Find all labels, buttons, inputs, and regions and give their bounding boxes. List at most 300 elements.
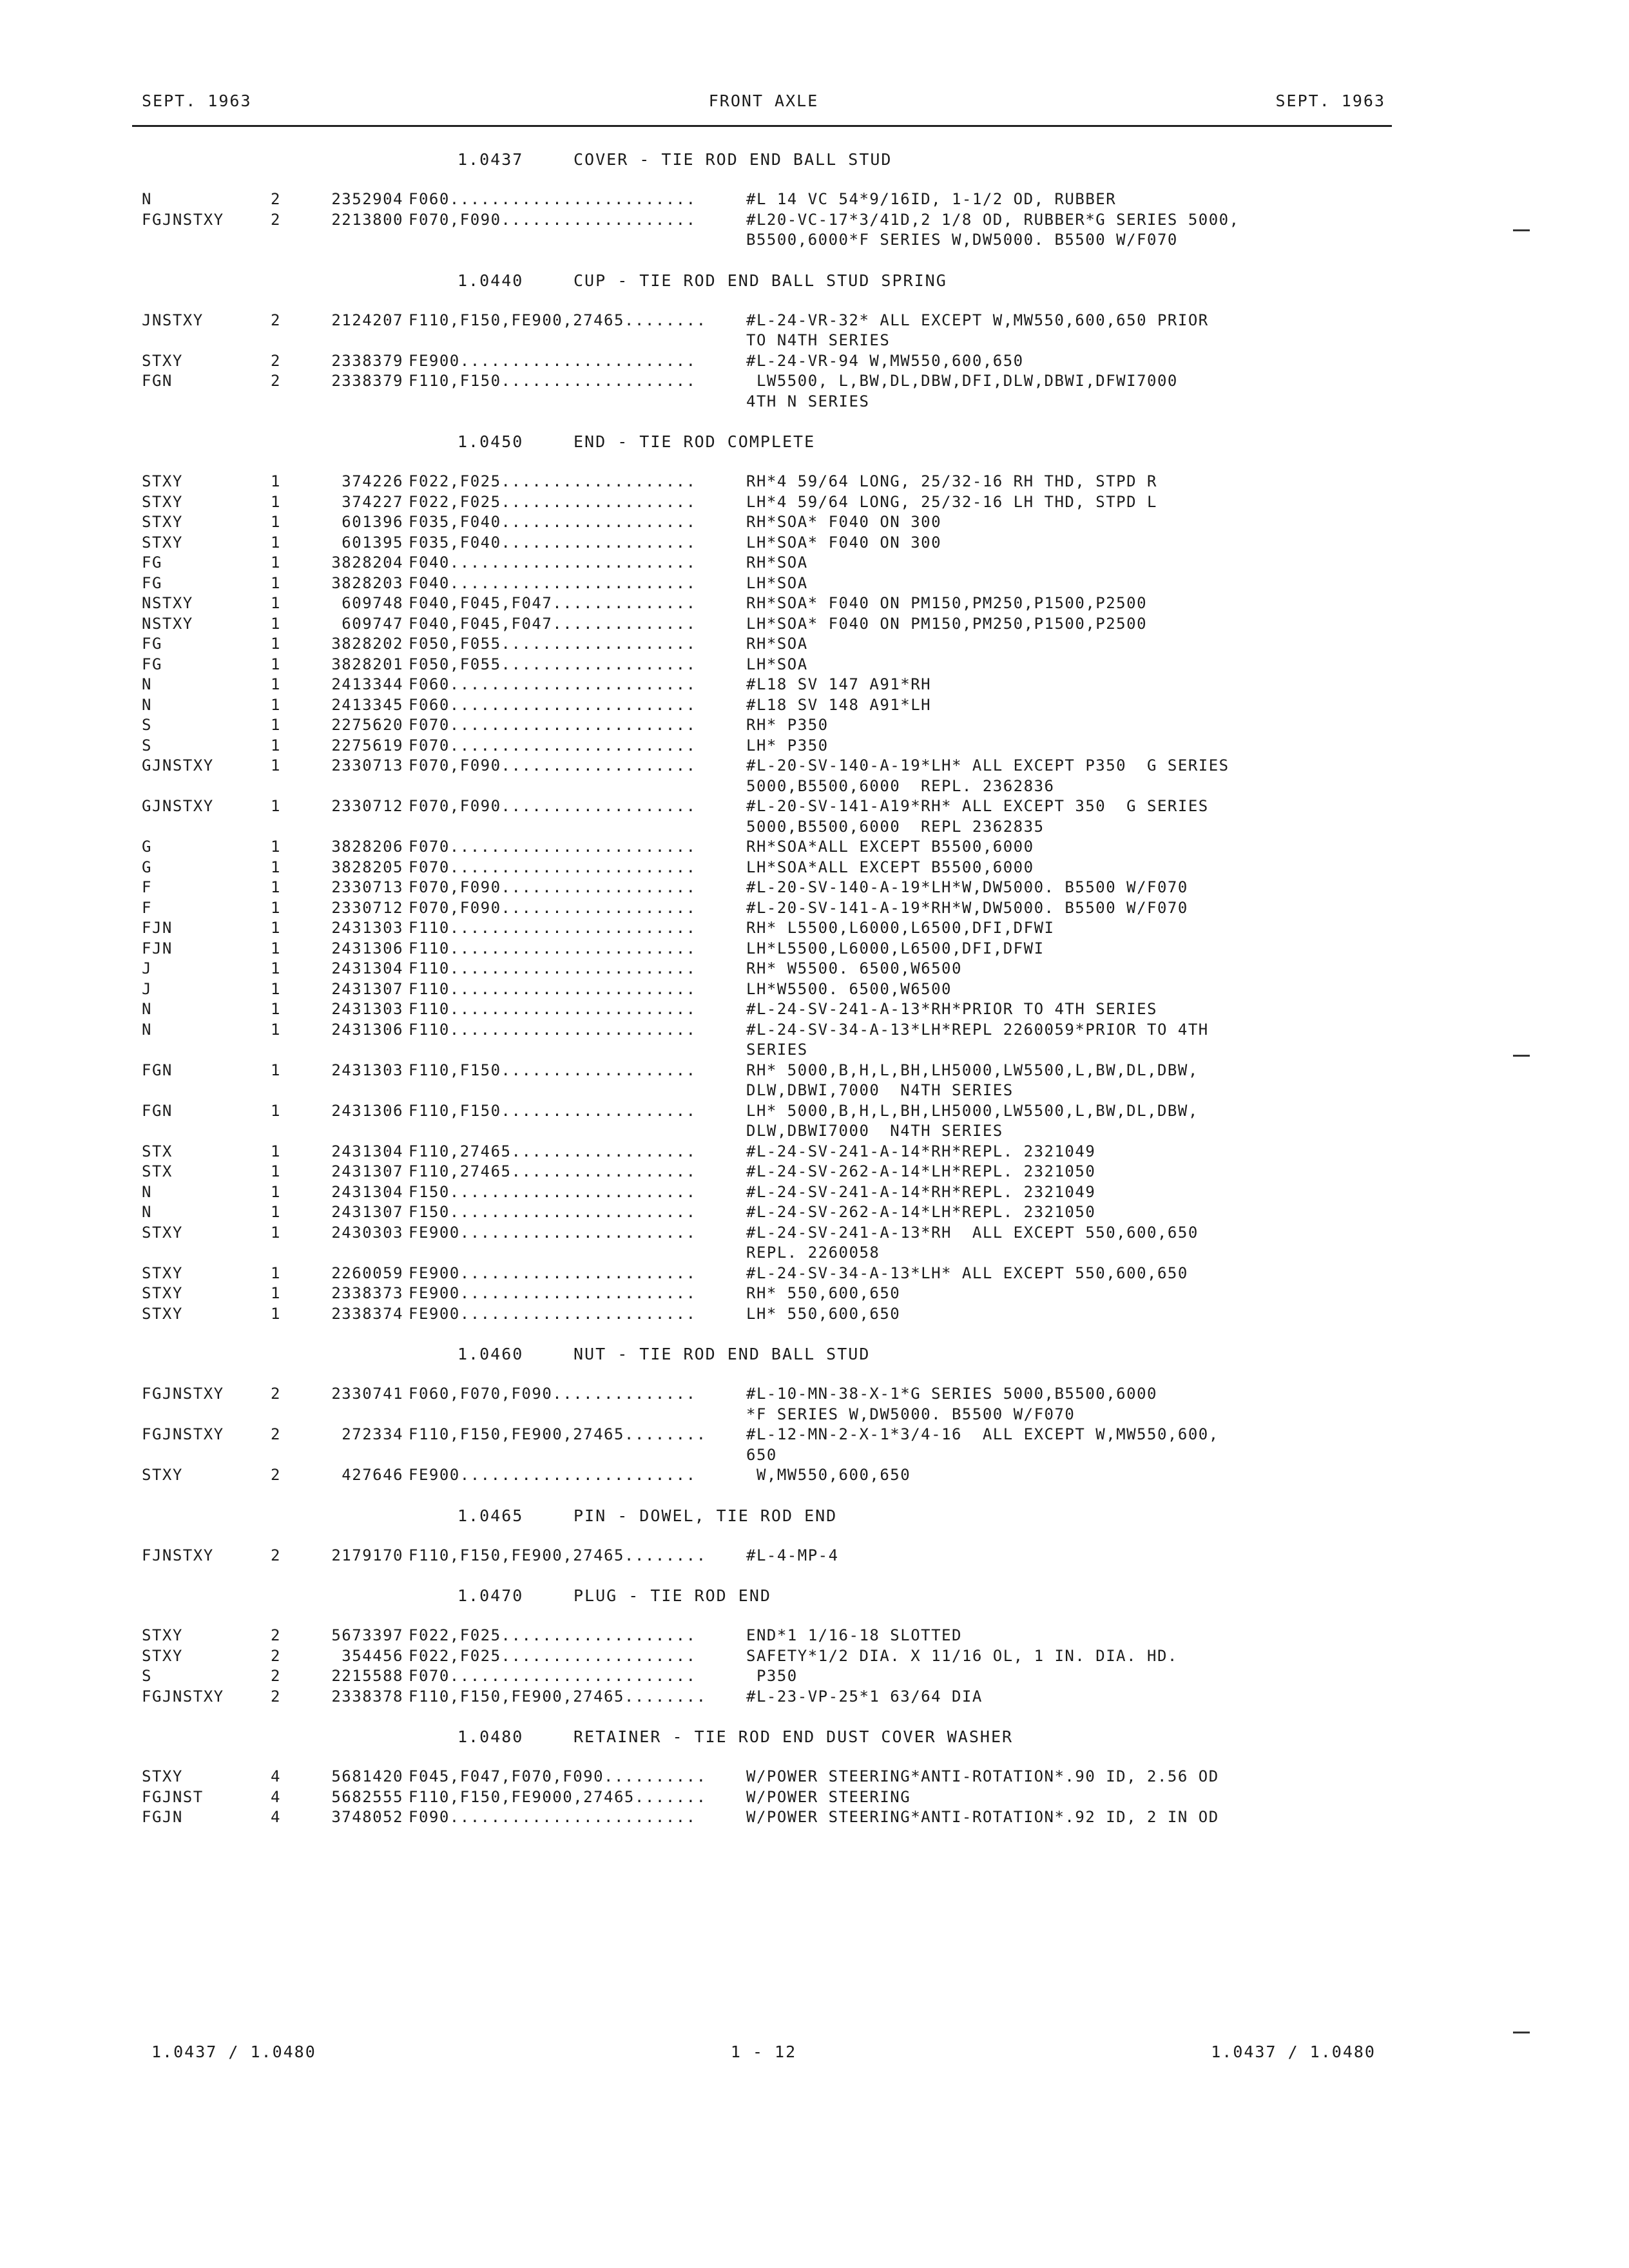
applicability: F110........................ [409,979,697,998]
description: #L-24-SV-241-A-13*RH*PRIOR TO 4TH SERIES [746,1000,1157,1018]
part-row [142,939,1366,959]
part-number: 2330713 [331,878,403,896]
part-number: 2431307 [331,979,403,998]
description: #L18 SV 147 A91*RH [746,675,932,693]
description: LW5500, L,BW,DL,DBW,DFI,DLW,DBWI,DFWI7000 4TH N SERIES [746,372,1178,410]
quantity: 2 [271,1546,281,1564]
part-row [142,1687,1366,1707]
applicability: F070,F090................... [409,756,697,774]
part-number: 2338374 [331,1304,403,1323]
section-heading [142,149,1366,169]
applicability: F022,F025................... [409,1646,697,1665]
description: #L-10-MN-38-X-1*G SERIES 5000,B5500,6000 *F SERIES W,DW5000. B5500 W/F070 [746,1385,1157,1423]
part-number: 3828203 [331,573,403,592]
quantity: 1 [271,898,281,917]
part-number: 2431304 [331,959,403,977]
quantity: 2 [271,311,281,329]
part-row [142,1626,1366,1646]
part-number: 2431306 [331,1101,403,1120]
model-code: N [142,675,152,693]
description: #L-24-VR-32* ALL EXCEPT W,MW550,600,650 PRIOR TO N4TH SERIES [746,311,1209,349]
applicability: F040,F045,F047.............. [409,614,697,633]
quantity: 1 [271,1142,281,1160]
part-row [142,1202,1366,1223]
description: RH*SOA* F040 ON PM150,PM250,P1500,P2500 [746,594,1148,612]
part-row [142,1283,1366,1304]
model-code: S [142,1667,152,1685]
description: RH*SOA*ALL EXCEPT B5500,6000 [746,838,1034,856]
model-code: STXY [142,351,183,370]
description: #L-24-VR-94 W,MW550,600,650 [746,351,1024,370]
quantity: 1 [271,573,281,592]
part-number: 2431303 [331,1000,403,1018]
description: #L-24-SV-34-A-13*LH* ALL EXCEPT 550,600,650 [746,1264,1188,1282]
part-row [142,311,1366,351]
part-row [142,593,1366,614]
description: W/POWER STEERING [746,1787,911,1806]
applicability: F110,F150,FE900,27465........ [409,1425,707,1443]
applicability: F070,F090................... [409,210,697,229]
section-heading [142,1586,1366,1606]
applicability: F110,F150................... [409,1061,697,1079]
model-code: N [142,1000,152,1018]
page-footer [151,2042,1376,2068]
quantity: 2 [271,1667,281,1685]
description: W/POWER STEERING*ANTI-ROTATION*.92 ID, 2 IN OD [746,1808,1219,1826]
part-row [142,999,1366,1020]
part-number: 2338379 [331,351,403,370]
applicability: F022,F025................... [409,472,697,490]
part-row [142,675,1366,695]
part-row [142,1223,1366,1264]
part-row [142,858,1366,878]
description: #L-24-SV-241-A-14*RH*REPL. 2321049 [746,1182,1096,1201]
applicability: FE900....................... [409,1304,697,1323]
applicability: F090........................ [409,1808,697,1826]
applicability: F070........................ [409,1667,697,1685]
description: LH* 5000,B,H,L,BH,LH5000,LW5500,L,BW,DL,DBW, DLW,DBWI7000 N4TH SERIES [746,1101,1199,1140]
quantity: 2 [271,1466,281,1484]
part-row [142,837,1366,858]
section-title: PIN - DOWEL, TIE ROD END [574,1506,838,1525]
description: LH*SOA [746,573,808,592]
description: RH*SOA* F040 ON 300 [746,513,942,531]
model-code: G [142,858,152,876]
section-gap [142,1486,1366,1506]
applicability: F050,F055................... [409,635,697,653]
description: LH*SOA* F040 ON 300 [746,533,942,552]
section-number: 1.0460 [458,1345,524,1363]
part-row [142,472,1366,492]
part-row [142,614,1366,635]
part-number: 601395 [342,533,403,552]
quantity: 1 [271,472,281,490]
part-row [142,1767,1366,1787]
quantity: 1 [271,858,281,876]
part-row [142,1142,1366,1162]
quantity: 1 [271,695,281,714]
quantity: 1 [271,675,281,693]
applicability: F045,F047,F070,F090.......... [409,1767,707,1785]
quantity: 1 [271,1203,281,1221]
part-number: 2431303 [331,919,403,937]
part-row [142,1304,1366,1325]
applicability: F150........................ [409,1203,697,1221]
quantity: 1 [271,1000,281,1018]
part-number: 2431307 [331,1203,403,1221]
model-code: STXY [142,533,183,552]
part-number: 2431306 [331,1020,403,1039]
model-code: N [142,1182,152,1201]
model-code: STXY [142,1466,183,1484]
section-gap [142,412,1366,432]
part-number: 2179170 [331,1546,403,1564]
section-title: PLUG - TIE ROD END [574,1586,771,1605]
model-code: FGN [142,372,173,390]
quantity: 1 [271,655,281,673]
applicability: F040........................ [409,573,697,592]
description: RH*SOA [746,635,808,653]
section-title: RETAINER - TIE ROD END DUST COVER WASHER [574,1727,1014,1746]
applicability: F070........................ [409,716,697,734]
part-row [142,878,1366,898]
description: RH* W5500. 6500,W6500 [746,959,962,977]
section-title: COVER - TIE ROD END BALL STUD [574,150,892,169]
parts-list [142,149,1366,1828]
description: LH* P350 [746,736,829,754]
part-number: 601396 [342,513,403,531]
section-number: 1.0465 [458,1506,524,1525]
quantity: 1 [271,919,281,937]
quantity: 4 [271,1808,281,1826]
footer-range-left: 1.0437 / 1.0480 [151,2042,316,2061]
part-number: 2413345 [331,695,403,714]
section-title: END - TIE ROD COMPLETE [574,432,816,451]
applicability: F040........................ [409,553,697,572]
description: LH*W5500. 6500,W6500 [746,979,952,998]
part-number: 5682555 [331,1787,403,1806]
section-heading [142,432,1366,452]
part-row [142,1061,1366,1101]
part-number: 5673397 [331,1626,403,1644]
applicability: F110........................ [409,939,697,957]
model-code: STXY [142,1264,183,1282]
model-code: FGJNST [142,1787,204,1806]
description: LH*SOA*ALL EXCEPT B5500,6000 [746,858,1034,876]
part-number: 2275619 [331,736,403,754]
model-code: FGN [142,1061,173,1079]
quantity: 2 [271,1646,281,1665]
model-code: STXY [142,1767,183,1785]
quantity: 1 [271,513,281,531]
quantity: 1 [271,533,281,552]
part-row [142,1425,1366,1465]
quantity: 1 [271,492,281,511]
description: LH*SOA [746,655,808,673]
description: #L-4-MP-4 [746,1546,839,1564]
applicability: F110........................ [409,959,697,977]
part-row [142,210,1366,251]
description: RH* 5000,B,H,L,BH,LH5000,LW5500,L,BW,DL,DBW, DLW,DBWI,7000 N4TH SERIES [746,1061,1199,1099]
model-code: N [142,695,152,714]
part-row [142,533,1366,553]
applicability: F110,27465.................. [409,1142,697,1160]
part-number: 2275620 [331,716,403,734]
part-row [142,351,1366,372]
quantity: 1 [271,1020,281,1039]
section-heading [142,1506,1366,1526]
description: #L-24-SV-241-A-14*RH*REPL. 2321049 [746,1142,1096,1160]
part-number: 3828201 [331,655,403,673]
quantity: 1 [271,797,281,815]
part-row [142,634,1366,655]
model-code: FG [142,573,162,592]
part-row [142,898,1366,919]
part-number: 2260059 [331,1264,403,1282]
model-code: STXY [142,1284,183,1302]
section-gap [142,1707,1366,1727]
model-code: G [142,838,152,856]
applicability: FE900....................... [409,1264,697,1282]
model-code: F [142,878,152,896]
model-code: S [142,736,152,754]
applicability: F110........................ [409,1020,697,1039]
part-number: 2215588 [331,1667,403,1685]
applicability: F040,F045,F047.............. [409,594,697,612]
model-code: J [142,979,152,998]
part-number: 609747 [342,614,403,633]
applicability: F060........................ [409,675,697,693]
quantity: 1 [271,614,281,633]
model-code: GJNSTXY [142,756,214,774]
applicability: F070,F090................... [409,898,697,917]
part-row [142,1384,1366,1425]
part-number: 2330712 [331,797,403,815]
quantity: 2 [271,1687,281,1706]
model-code: STXY [142,513,183,531]
applicability: F150........................ [409,1182,697,1201]
description: #L-20-SV-140-A-19*LH*W,DW5000. B5500 W/F070 [746,878,1188,896]
model-code: FG [142,655,162,673]
part-row [142,736,1366,756]
applicability: F070,F090................... [409,878,697,896]
applicability: F110,F150,FE900,27465........ [409,1546,707,1564]
model-code: NSTXY [142,614,193,633]
part-number: 5681420 [331,1767,403,1785]
part-row [142,1787,1366,1808]
description: #L-20-SV-141-A19*RH* ALL EXCEPT 350 G SERIES 5000,B5500,6000 REPL 2362835 [746,797,1209,836]
part-row [142,189,1366,210]
section-number: 1.0450 [458,432,524,451]
applicability: F110,F150................... [409,372,697,390]
description: LH*SOA* F040 ON PM150,PM250,P1500,P2500 [746,614,1148,633]
description: #L20-VC-17*3/41D,2 1/8 OD, RUBBER*G SERIES 5000, B5500,6000*F SERIES W,DW5000. B5500 W/F070 [746,210,1240,249]
model-code: GJNSTXY [142,797,214,815]
applicability: F060........................ [409,695,697,714]
applicability: F035,F040................... [409,513,697,531]
section-heading [142,1727,1366,1747]
model-code: FGJNSTXY [142,1385,224,1403]
part-number: 2431304 [331,1142,403,1160]
applicability: F022,F025................... [409,1626,697,1644]
quantity: 1 [271,756,281,774]
part-row [142,1465,1366,1486]
quantity: 2 [271,1385,281,1403]
quantity: 1 [271,959,281,977]
applicability: F035,F040................... [409,533,697,552]
applicability: F110,F150................... [409,1101,697,1120]
part-row [142,959,1366,979]
part-row [142,573,1366,594]
description: #L 14 VC 54*9/16ID, 1-1/2 OD, RUBBER [746,190,1117,208]
model-code: FJN [142,919,173,937]
model-code: STXY [142,1626,183,1644]
part-number: 3828205 [331,858,403,876]
header-title: FRONT AXLE [708,91,819,110]
section-title: CUP - TIE ROD END BALL STUD SPRING [574,271,947,290]
part-number: 2330741 [331,1385,403,1403]
model-code: JNSTXY [142,311,204,329]
part-number: 2352904 [331,190,403,208]
quantity: 1 [271,553,281,572]
part-number: 3748052 [331,1808,403,1826]
quantity: 1 [271,878,281,896]
part-row [142,1182,1366,1203]
part-row [142,1101,1366,1142]
quantity: 1 [271,1182,281,1201]
description: RH* 550,600,650 [746,1284,901,1302]
part-row [142,512,1366,533]
description: RH* L5500,L6000,L6500,DFI,DFWI [746,919,1055,937]
quantity: 2 [271,1626,281,1644]
model-code: STXY [142,1646,183,1665]
quantity: 2 [271,1425,281,1443]
applicability: FE900....................... [409,1223,697,1242]
description: W,MW550,600,650 [746,1466,911,1484]
section-title: NUT - TIE ROD END BALL STUD [574,1345,871,1363]
applicability: F110,27465.................. [409,1162,697,1180]
section-gap [142,251,1366,271]
margin-tick-mark [1513,2032,1530,2033]
section-number: 1.0480 [458,1727,524,1746]
page-number: 1 - 12 [730,2042,797,2061]
model-code: J [142,959,152,977]
quantity: 1 [271,594,281,612]
part-number: 2213800 [331,210,403,229]
part-number: 2330712 [331,898,403,917]
applicability: F110,F150,FE9000,27465....... [409,1787,707,1806]
model-code: FGJNSTXY [142,210,224,229]
section-number: 1.0440 [458,271,524,290]
part-number: 374227 [342,492,403,511]
part-row [142,553,1366,573]
part-number: 2430303 [331,1223,403,1242]
part-number: 3828204 [331,553,403,572]
applicability: F070........................ [409,838,697,856]
header-rule [132,125,1392,127]
model-code: STX [142,1162,173,1180]
part-number: 2431307 [331,1162,403,1180]
description: RH*4 59/64 LONG, 25/32-16 RH THD, STPD R [746,472,1157,490]
applicability: FE900....................... [409,1284,697,1302]
description: SAFETY*1/2 DIA. X 11/16 OL, 1 IN. DIA. HD. [746,1646,1178,1665]
quantity: 1 [271,1264,281,1282]
part-number: 3828202 [331,635,403,653]
model-code: FGJN [142,1808,183,1826]
model-code: FG [142,635,162,653]
applicability: F022,F025................... [409,492,697,511]
applicability: F110,F150,FE900,27465........ [409,1687,707,1706]
part-number: 3828206 [331,838,403,856]
quantity: 1 [271,838,281,856]
applicability: F110........................ [409,1000,697,1018]
quantity: 1 [271,1304,281,1323]
part-number: 354456 [342,1646,403,1665]
description: #L18 SV 148 A91*LH [746,695,932,714]
description: RH* P350 [746,716,829,734]
part-row [142,695,1366,716]
section-number: 1.0470 [458,1586,524,1605]
quantity: 2 [271,372,281,390]
description: #L-20-SV-141-A-19*RH*W,DW5000. B5500 W/F070 [746,898,1188,917]
part-number: 2338373 [331,1284,403,1302]
model-code: STXY [142,1223,183,1242]
model-code: STXY [142,492,183,511]
model-code: STXY [142,1304,183,1323]
model-code: NSTXY [142,594,193,612]
model-code: N [142,190,152,208]
applicability: FE900....................... [409,351,697,370]
quantity: 1 [271,635,281,653]
applicability: F070........................ [409,736,697,754]
quantity: 1 [271,1223,281,1242]
section-gap [142,1566,1366,1586]
applicability: F060,F070,F090.............. [409,1385,697,1403]
description: #L-24-SV-262-A-14*LH*REPL. 2321050 [746,1203,1096,1221]
section-gap [142,1324,1366,1344]
header-date-left: SEPT. 1963 [142,91,252,110]
part-row [142,1546,1366,1566]
part-row [142,371,1366,412]
model-code: FGJNSTXY [142,1687,224,1706]
quantity: 4 [271,1767,281,1785]
description: W/POWER STEERING*ANTI-ROTATION*.90 ID, 2.56 OD [746,1767,1219,1785]
part-number: 272334 [342,1425,403,1443]
applicability: F050,F055................... [409,655,697,673]
description: LH*4 59/64 LONG, 25/32-16 LH THD, STPD L [746,492,1157,511]
description: LH* 550,600,650 [746,1304,901,1323]
description: P350 [746,1667,798,1685]
part-number: 2431303 [331,1061,403,1079]
applicability: F070........................ [409,858,697,876]
part-number: 2330713 [331,756,403,774]
part-number: 427646 [342,1466,403,1484]
part-row [142,796,1366,837]
section-heading [142,271,1366,291]
page-header [142,91,1385,117]
description: LH*L5500,L6000,L6500,DFI,DFWI [746,939,1045,957]
quantity: 1 [271,1284,281,1302]
header-date-right: SEPT. 1963 [1275,91,1385,110]
applicability: F110........................ [409,919,697,937]
quantity: 1 [271,1101,281,1120]
quantity: 1 [271,716,281,734]
quantity: 2 [271,190,281,208]
applicability: F110,F150,FE900,27465........ [409,311,707,329]
model-code: STXY [142,472,183,490]
applicability: F060........................ [409,190,697,208]
part-row [142,492,1366,513]
